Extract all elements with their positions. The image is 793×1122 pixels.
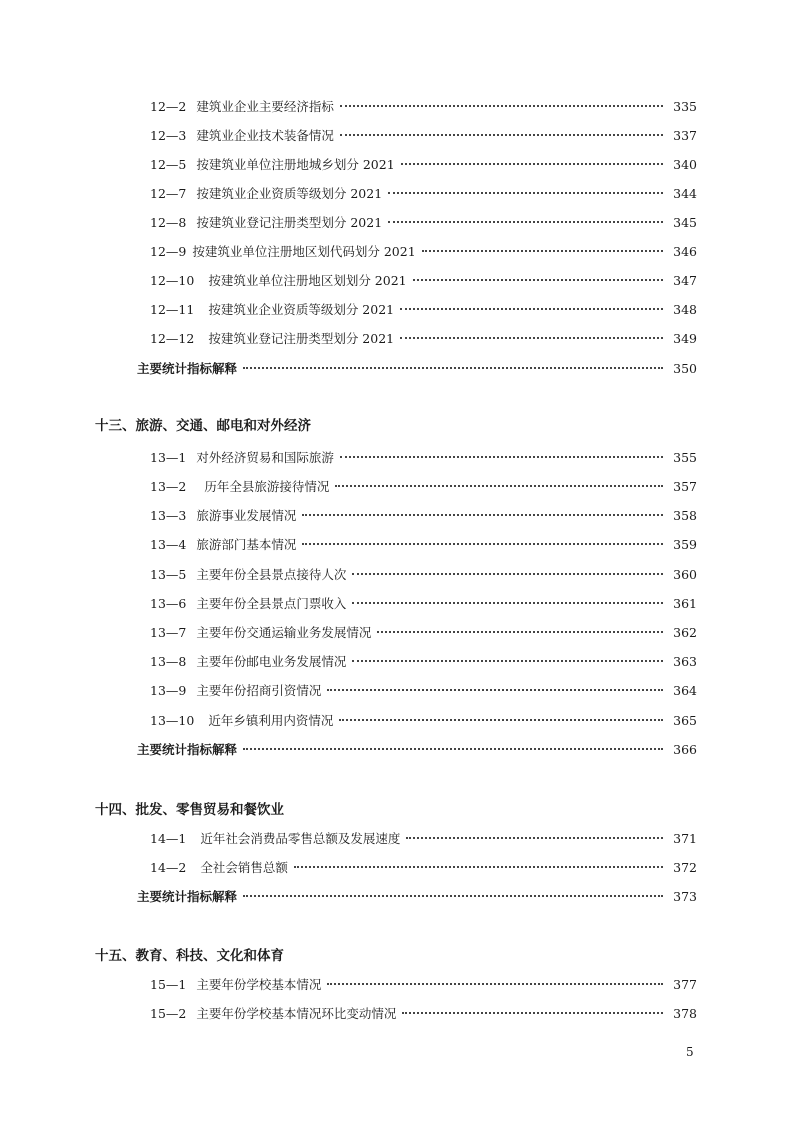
dot-leader	[340, 456, 663, 458]
entry-title: 按建筑业单位注册地城乡划分 2021	[196, 157, 395, 172]
dot-leader	[402, 1012, 663, 1014]
toc-entry[interactable]	[150, 534, 697, 556]
entry-number: 13—3	[150, 508, 187, 523]
dot-leader	[243, 748, 663, 750]
entry-title: 对外经济贸易和国际旅游	[196, 450, 334, 465]
entry-page: 344	[673, 186, 697, 201]
entry-page: 346	[673, 244, 697, 259]
entry-number: 13—10	[150, 713, 195, 728]
entry-number: 12—8	[150, 215, 187, 230]
entry-number: 14—2	[150, 860, 187, 875]
dot-leader	[302, 514, 663, 516]
entry-title: 主要年份交通运输业务发展情况	[196, 625, 372, 640]
entry-number: 13—4	[150, 537, 187, 552]
toc-entry-indicator-notes[interactable]	[137, 739, 697, 761]
entry-page: 357	[673, 479, 697, 494]
toc-entry[interactable]	[150, 1003, 697, 1025]
entry-title: 主要年份学校基本情况环比变动情况	[196, 1006, 397, 1021]
entry-title: 主要年份学校基本情况	[196, 977, 322, 992]
toc-entry[interactable]	[150, 564, 697, 586]
entry-number: 12—10	[150, 273, 195, 288]
toc-entry-indicator-notes[interactable]	[137, 886, 697, 908]
entry-title: 按建筑业单位注册地区划划分 2021	[208, 273, 407, 288]
dot-leader	[335, 485, 663, 487]
dot-leader	[400, 308, 663, 310]
entry-page: 364	[673, 683, 697, 698]
entry-page: 340	[673, 157, 697, 172]
toc-entry[interactable]	[150, 828, 697, 850]
entry-page: 361	[673, 596, 697, 611]
dot-leader	[340, 105, 663, 107]
entry-number: 12—12	[150, 331, 195, 346]
toc-entry[interactable]	[150, 622, 697, 644]
entry-title: 主要年份邮电业务发展情况	[196, 654, 347, 669]
entry-title: 主要年份全县景点接待人次	[196, 567, 347, 582]
entry-number: 13—2	[150, 479, 187, 494]
dot-leader	[243, 895, 663, 897]
entry-title: 主要年份全县景点门票收入	[196, 596, 347, 611]
dot-leader	[377, 631, 663, 633]
entry-page: 377	[673, 977, 697, 992]
dot-leader	[352, 660, 663, 662]
entry-page: 349	[673, 331, 697, 346]
toc-entry[interactable]	[150, 710, 697, 732]
dot-leader	[388, 221, 663, 223]
dot-leader	[340, 134, 663, 136]
entry-page: 363	[673, 654, 697, 669]
entry-title: 按建筑业企业资质等级划分 2021	[208, 302, 395, 317]
entry-number: 13—1	[150, 450, 187, 465]
page-number: 5	[686, 1045, 694, 1059]
dot-leader	[352, 602, 663, 604]
toc-entry[interactable]	[150, 974, 697, 996]
entry-number: 12—3	[150, 128, 187, 143]
dot-leader	[413, 279, 663, 281]
entry-number: 14—1	[150, 831, 187, 846]
entry-page: 372	[673, 860, 697, 875]
toc-entry[interactable]	[150, 299, 697, 321]
entry-title: 主要统计指标解释	[137, 742, 238, 757]
entry-title: 主要统计指标解释	[137, 361, 238, 376]
entry-page: 337	[673, 128, 697, 143]
entry-number: 12—9	[150, 244, 187, 259]
entry-number: 12—5	[150, 157, 187, 172]
entry-number: 15—1	[150, 977, 187, 992]
entry-title: 建筑业企业主要经济指标	[196, 99, 334, 114]
entry-number: 13—9	[150, 683, 187, 698]
entry-number: 13—8	[150, 654, 187, 669]
toc-entry[interactable]	[150, 154, 697, 176]
entry-number: 12—11	[150, 302, 195, 317]
dot-leader	[388, 192, 663, 194]
dot-leader	[294, 866, 663, 868]
entry-title: 近年乡镇利用内资情况	[208, 713, 334, 728]
entry-title: 旅游事业发展情况	[196, 508, 297, 523]
entry-page: 366	[673, 742, 697, 757]
toc-entry[interactable]	[150, 183, 697, 205]
entry-number: 15—2	[150, 1006, 187, 1021]
dot-leader	[327, 983, 663, 985]
entry-page: 345	[673, 215, 697, 230]
toc-entry[interactable]	[150, 212, 697, 234]
entry-number: 12—7	[150, 186, 187, 201]
dot-leader	[352, 573, 663, 575]
entry-title: 主要年份招商引资情况	[196, 683, 322, 698]
toc-entry[interactable]	[150, 270, 697, 292]
section-heading-15: 十五、教育、科技、文化和体育	[95, 948, 284, 964]
entry-title: 按建筑业登记注册类型划分 2021	[208, 331, 395, 346]
entry-page: 365	[673, 713, 697, 728]
entry-page: 350	[673, 361, 697, 376]
entry-title: 旅游部门基本情况	[196, 537, 297, 552]
entry-page: 347	[673, 273, 697, 288]
entry-number: 13—6	[150, 596, 187, 611]
entry-title: 按建筑业企业资质等级划分 2021	[196, 186, 383, 201]
entry-number: 13—5	[150, 567, 187, 582]
entry-page: 355	[673, 450, 697, 465]
entry-page: 378	[673, 1006, 697, 1021]
dot-leader	[243, 367, 663, 369]
entry-page: 373	[673, 889, 697, 904]
entry-number: 13—7	[150, 625, 187, 640]
entry-number: 12—2	[150, 99, 187, 114]
entry-page: 348	[673, 302, 697, 317]
dot-leader	[406, 837, 663, 839]
dot-leader	[400, 337, 663, 339]
dot-leader	[422, 250, 663, 252]
dot-leader	[302, 543, 663, 545]
entry-title: 近年社会消费品零售总额及发展速度	[200, 831, 401, 846]
entry-title: 按建筑业单位注册地区划代码划分 2021	[192, 244, 416, 259]
toc-entry[interactable]	[150, 651, 697, 673]
toc-entry[interactable]	[150, 328, 697, 350]
entry-page: 371	[673, 831, 697, 846]
dot-leader	[401, 163, 663, 165]
section-heading-13: 十三、旅游、交通、邮电和对外经济	[95, 418, 311, 434]
dot-leader	[327, 689, 663, 691]
entry-title: 按建筑业登记注册类型划分 2021	[196, 215, 383, 230]
dot-leader	[339, 719, 663, 721]
toc-entry[interactable]	[150, 505, 697, 527]
entry-title: 全社会销售总额	[200, 860, 288, 875]
toc-entry[interactable]	[150, 241, 697, 263]
entry-page: 335	[673, 99, 697, 114]
toc-entry[interactable]	[150, 125, 697, 147]
entry-title: 历年全县旅游接待情况	[204, 479, 330, 494]
toc-entry[interactable]	[150, 96, 697, 118]
entry-page: 359	[673, 537, 697, 552]
entry-title: 建筑业企业技术装备情况	[196, 128, 334, 143]
toc-entry-indicator-notes[interactable]	[137, 358, 697, 380]
section-heading-14: 十四、批发、零售贸易和餐饮业	[95, 802, 284, 818]
toc-entry[interactable]	[150, 857, 697, 879]
entry-title: 主要统计指标解释	[137, 889, 238, 904]
toc-entry[interactable]	[150, 476, 697, 498]
entry-page: 362	[673, 625, 697, 640]
toc-entry[interactable]	[150, 680, 697, 702]
entry-page: 360	[673, 567, 697, 582]
toc-entry[interactable]	[150, 447, 697, 469]
toc-entry[interactable]	[150, 593, 697, 615]
entry-page: 358	[673, 508, 697, 523]
